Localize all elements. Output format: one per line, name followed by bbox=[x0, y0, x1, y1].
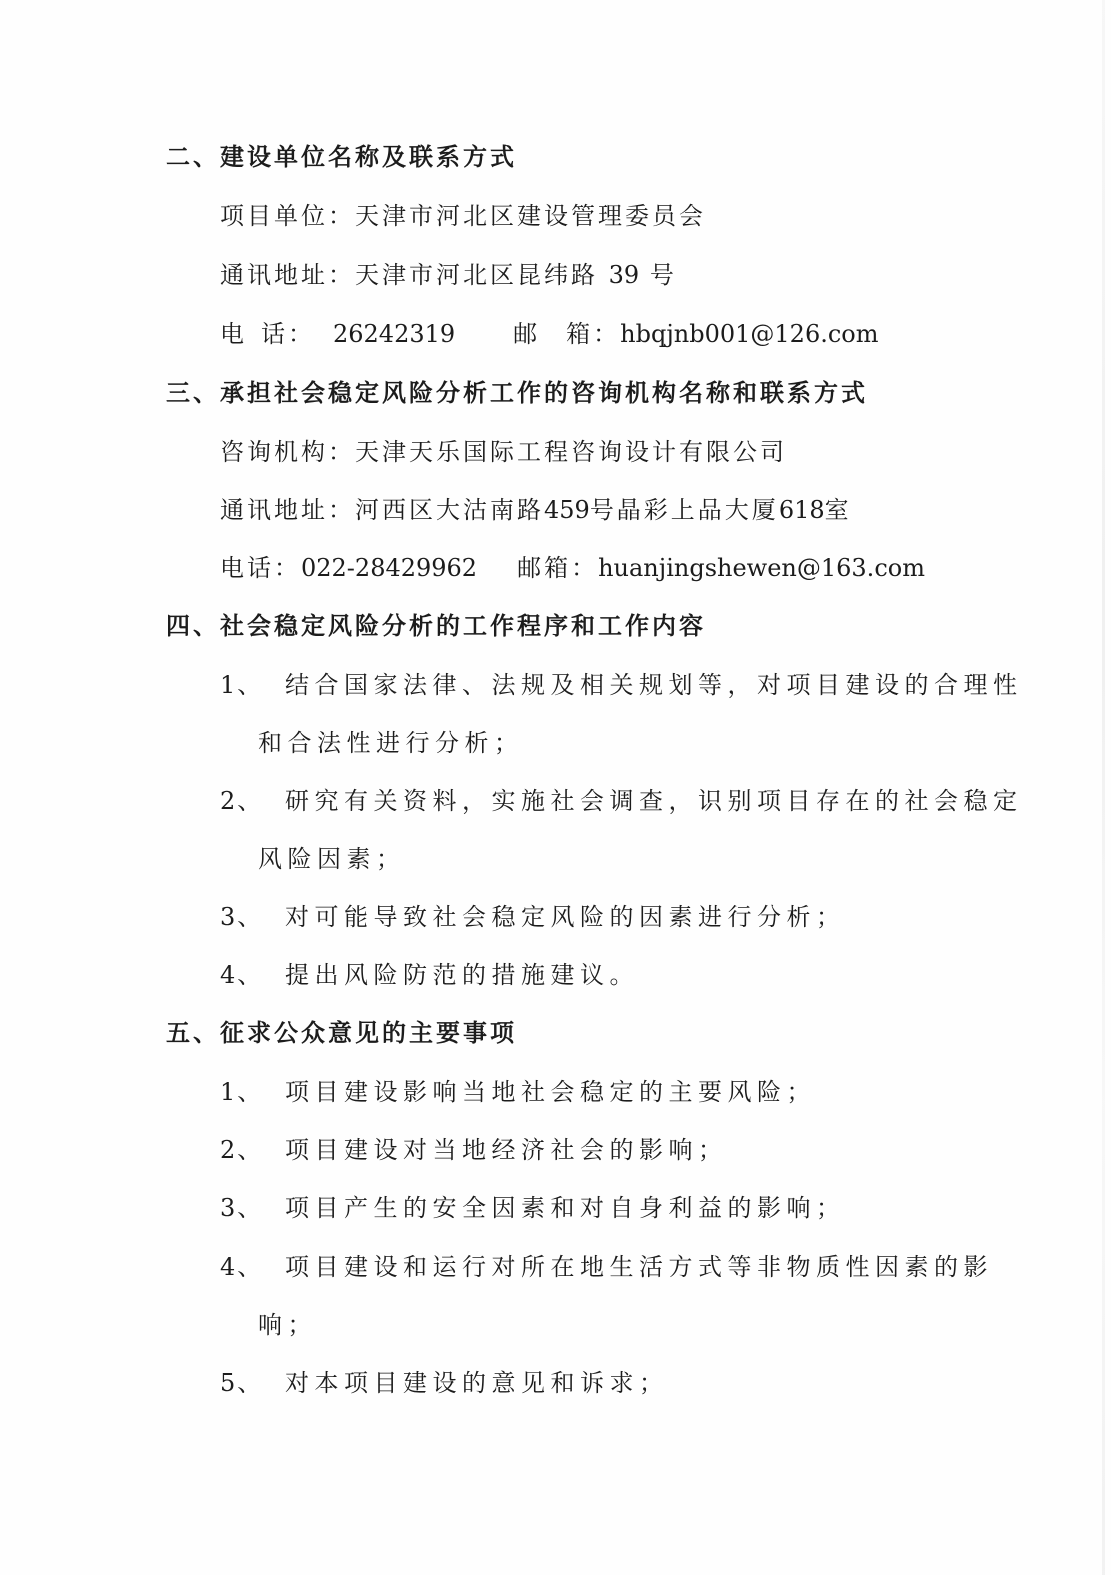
consulting-org-line bbox=[220, 435, 787, 469]
section-2-address-part-b: 号 bbox=[649, 261, 677, 289]
section-5-item-3-number: 3、 bbox=[220, 1194, 264, 1222]
project-unit-value: 天津市河北区建设管理委员会 bbox=[355, 202, 706, 230]
section-4-item-1-text: 结合国家法律、法规及相关规划等，对项目建设的合理性 bbox=[285, 671, 1023, 699]
section-3-address-line bbox=[220, 493, 852, 527]
section-2-email-value: hbqjnb001@126.com bbox=[620, 320, 879, 348]
section-3-email-value: huanjingshewen@163.com bbox=[598, 554, 925, 582]
section-3-contact-line bbox=[220, 551, 925, 585]
section-2-heading: 二、建设单位名称及联系方式 bbox=[166, 142, 517, 171]
section-3-heading: 三、承担社会稳定风险分析工作的咨询机构名称和联系方式 bbox=[166, 378, 868, 407]
section-2-phone-label-1: 电 bbox=[220, 320, 247, 348]
section-3-address-part-b: 号晶彩上品大厦 bbox=[589, 496, 779, 524]
section-2-contact-line bbox=[220, 317, 879, 351]
section-4-item-1-continuation: 和合法性进行分析； bbox=[258, 729, 524, 757]
consulting-org-label: 咨询机构： bbox=[220, 438, 355, 466]
section-5-item-1-text: 项目建设影响当地社会稳定的主要风险； bbox=[285, 1078, 816, 1106]
section-4-item-3-text: 对可能导致社会稳定风险的因素进行分析； bbox=[285, 903, 846, 931]
section-4-item-2-text: 研究有关资料，实施社会调查，识别项目存在的社会稳定 bbox=[285, 787, 1023, 815]
section-3-address-part-c: 室 bbox=[824, 496, 852, 524]
section-4-heading: 四、社会稳定风险分析的工作程序和工作内容 bbox=[166, 611, 706, 640]
project-unit-label: 项目单位： bbox=[220, 202, 355, 230]
section-4-item-3-number: 3、 bbox=[220, 903, 264, 931]
section-5-item-1-number: 1、 bbox=[220, 1078, 264, 1106]
scan-edge-shadow bbox=[1102, 0, 1105, 1575]
section-2-address-label: 通讯地址： bbox=[220, 261, 355, 289]
section-4-item-4-number: 4、 bbox=[220, 961, 264, 989]
section-3-phone-value: 022-28429962 bbox=[301, 554, 478, 582]
section-5-heading: 五、征求公众意见的主要事项 bbox=[166, 1018, 517, 1047]
section-5-item-5-number: 5、 bbox=[220, 1369, 264, 1397]
section-2-address-line bbox=[220, 258, 677, 292]
section-5-item-2-number: 2、 bbox=[220, 1136, 264, 1164]
project-unit-line bbox=[220, 199, 706, 233]
section-2-email-label-2: 箱： bbox=[566, 320, 621, 348]
section-5-item-3-text: 项目产生的安全因素和对自身利益的影响； bbox=[285, 1194, 846, 1222]
section-2-address-part-a: 天津市河北区昆纬路 bbox=[355, 261, 598, 289]
section-4-item-1-number: 1、 bbox=[220, 671, 264, 699]
section-2-email-label-1: 邮 bbox=[513, 320, 541, 348]
section-3-address-part-a: 河西区大沽南路 bbox=[355, 496, 544, 524]
section-2-phone-value: 26242319 bbox=[333, 320, 456, 348]
section-4-item-2-continuation: 风险因素； bbox=[258, 845, 406, 873]
section-2-address-number: 39 bbox=[608, 261, 640, 289]
section-3-email-label: 邮箱： bbox=[517, 554, 599, 582]
section-5-item-4-continuation: 响； bbox=[258, 1311, 317, 1339]
section-2-phone-label-2: 话： bbox=[261, 320, 315, 348]
section-3-address-label: 通讯地址： bbox=[220, 496, 355, 524]
section-3-address-number-1: 459 bbox=[544, 496, 590, 524]
section-3-address-number-2: 618 bbox=[778, 496, 825, 524]
section-4-item-4-text: 提出风险防范的措施建议。 bbox=[285, 961, 639, 989]
section-3-phone-label: 电话： bbox=[220, 554, 301, 582]
section-4-item-2-number: 2、 bbox=[220, 787, 264, 815]
section-5-item-4-number: 4、 bbox=[220, 1253, 264, 1281]
section-5-item-4-text: 项目建设和运行对所在地生活方式等非物质性因素的影 bbox=[285, 1253, 993, 1281]
consulting-org-value: 天津天乐国际工程咨询设计有限公司 bbox=[355, 438, 787, 466]
section-5-item-2-text: 项目建设对当地经济社会的影响； bbox=[285, 1136, 728, 1164]
section-5-item-5-text: 对本项目建设的意见和诉求； bbox=[285, 1369, 669, 1397]
